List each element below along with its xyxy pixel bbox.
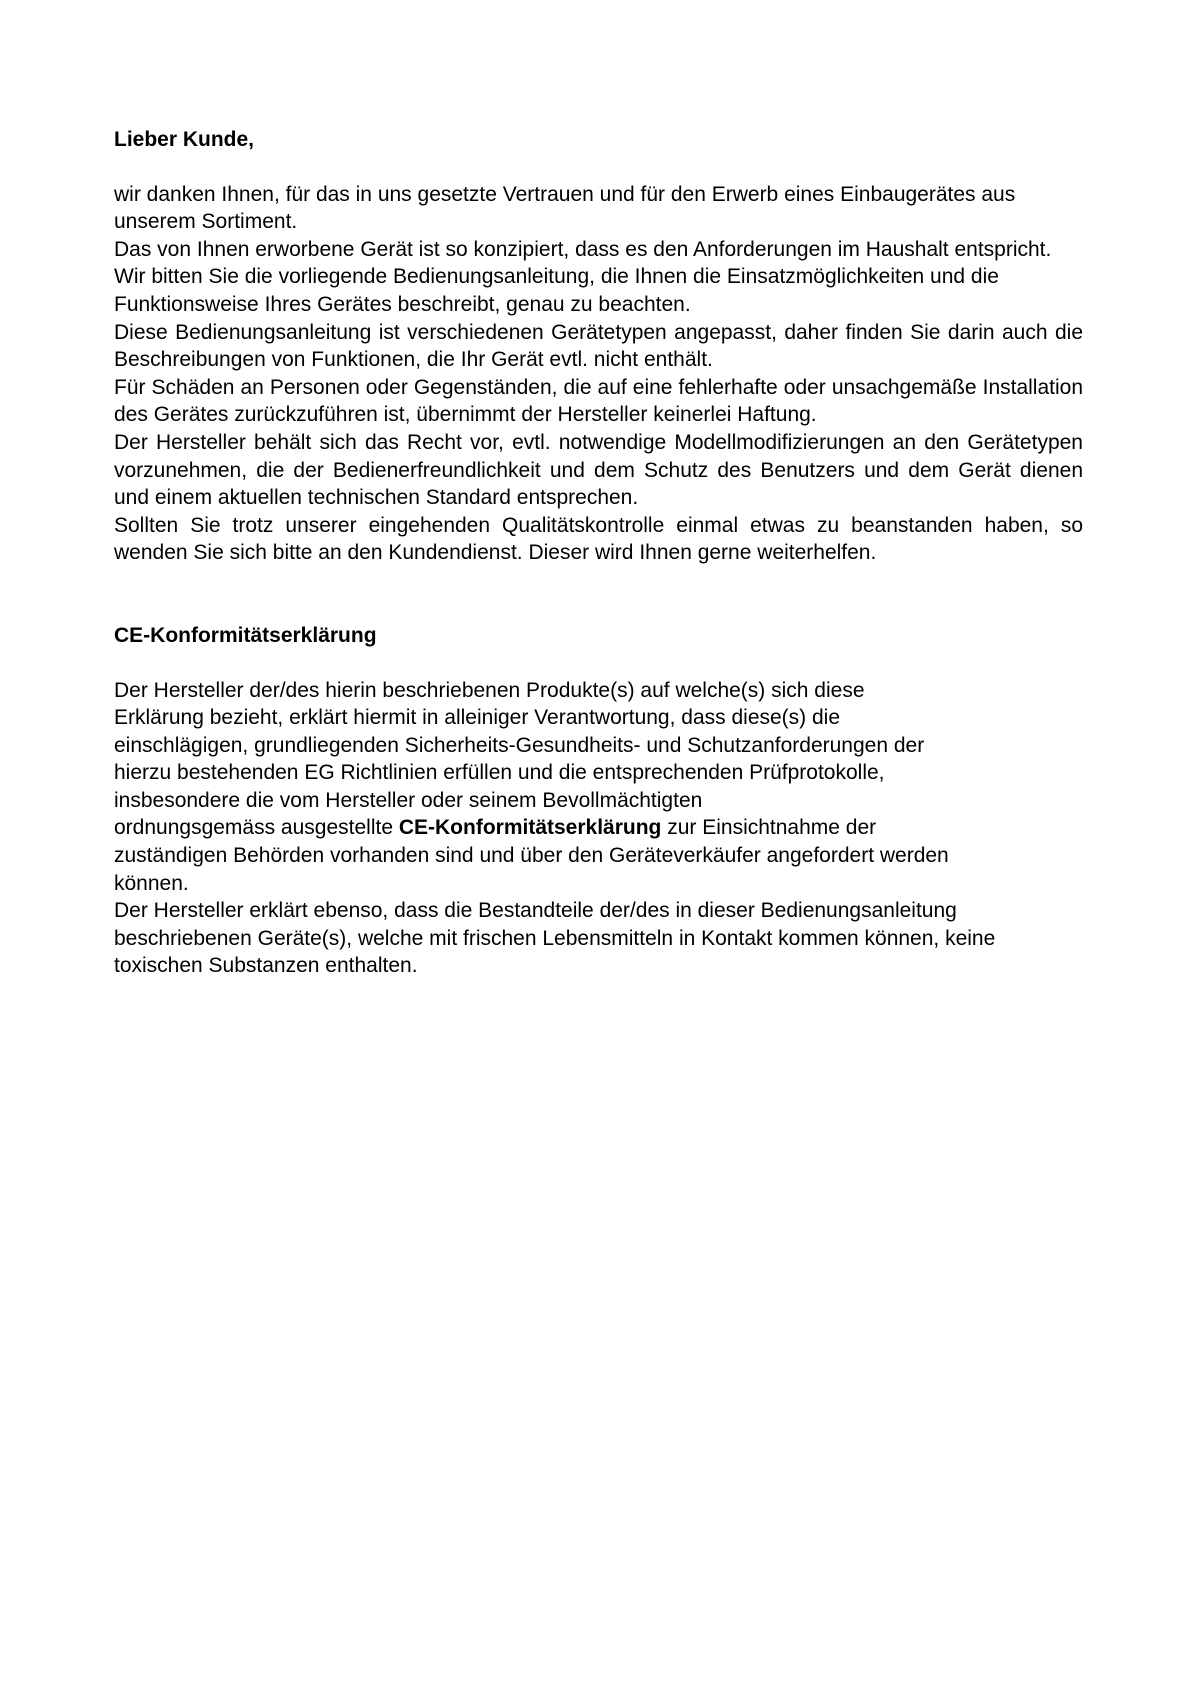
ce-final-paragraph: Der Hersteller erklärt ebenso, dass die Bestandteile der/des in dieser Bedienungsanleitung beschriebenen Geräte(s), welche mit frischen Lebensmitteln in Kontakt kommen können, keine toxischen Substanzen enthalten. <box>114 899 996 978</box>
intro-paragraph-liability: Für Schäden an Personen oder Gegenständen, die auf eine fehlerhafte oder unsachgemäße Installation des Gerätes zurückzuführen ist, übernimmt der Hersteller keinerlei Haftung. <box>114 375 1083 427</box>
ce-emphasis: CE-Konformitätserklärung <box>398 816 662 840</box>
intro-paragraph-requirements: Das von Ihnen erworbene Gerät ist so konzipiert, dass es den Anforderungen im Haushalt entspricht. <box>114 237 1052 261</box>
intro-paragraph-modifications: Der Hersteller behält sich das Recht vor, evtl. notwendige Modellmodifizierungen an den Gerätetypen vorzunehmen, die der Bedienerfreundlichkeit und dem Schutz des Benutzers und dem Gerät dienen und einem aktuellen technischen Standard entsprechen. <box>114 430 1083 510</box>
greeting-heading: Lieber Kunde, <box>114 128 255 151</box>
intro-paragraph-thanks: wir danken Ihnen, für das in uns gesetzte Vertrauen und für den Erwerb eines Einbaugerätes aus unserem Sortiment. <box>114 182 1016 234</box>
ce-line: zuständigen Behörden vorhanden sind und über den Geräteverkäufer angefordert werden <box>114 844 949 868</box>
ce-line-text: zur Einsichtnahme der <box>661 816 877 840</box>
ce-line: Erklärung bezieht, erklärt hiermit in alleiniger Verantwortung, dass diese(s) die <box>114 706 841 730</box>
ce-declaration <box>114 677 1083 898</box>
intro-section <box>114 181 1083 567</box>
ce-line: Der Hersteller der/des hierin beschriebenen Produkte(s) auf welche(s) sich diese <box>114 678 865 702</box>
ce-line: insbesondere die vom Hersteller oder seinem Bevollmächtigten <box>114 788 703 812</box>
intro-paragraph-device-types: Diese Bedienungsanleitung ist verschiedenen Gerätetypen angepasst, daher finden Sie darin auch die Beschreibungen von Funktionen, die Ihr Gerät evtl. nicht enthält. <box>114 320 1083 372</box>
ce-line: hierzu bestehenden EG Richtlinien erfüllen und die entsprechenden Prüfprotokolle, <box>114 761 885 785</box>
intro-paragraph-service: Sollten Sie trotz unserer eingehenden Qualitätskontrolle einmal etwas zu beanstanden haben, so wenden Sie sich bitte an den Kundendienst. Dieser wird Ihnen gerne weiterhelfen. <box>114 513 1083 565</box>
ce-heading: CE-Konformitätserklärung <box>114 623 377 647</box>
intro-paragraph-manual: Wir bitten Sie die vorliegende Bedienungsanleitung, die Ihnen die Einsatzmöglichkeiten und die Funktionsweise Ihres Gerätes beschreibt, genau zu beachten. <box>114 265 999 316</box>
document-body <box>114 126 1083 980</box>
ce-line-text: ordnungsgemäss ausgestellte <box>114 816 399 840</box>
ce-line-with-emphasis <box>114 814 1083 842</box>
ce-line: einschlägigen, grundliegenden Sicherheits-Gesundheits- und Schutzanforderungen der <box>114 733 925 757</box>
section-spacer <box>114 567 1083 622</box>
ce-line: können. <box>114 871 189 895</box>
